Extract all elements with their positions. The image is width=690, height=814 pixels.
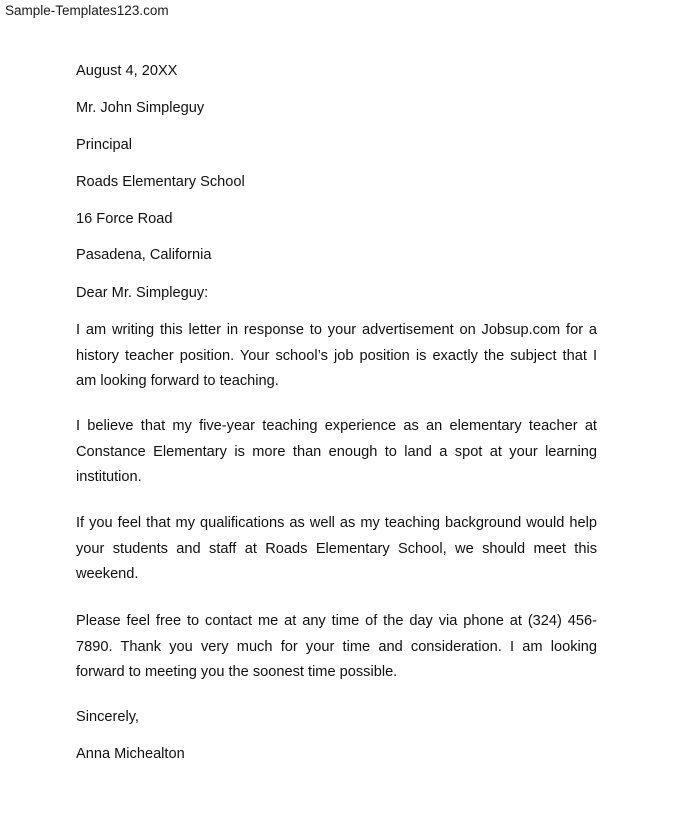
- closing: Sincerely,: [76, 709, 139, 725]
- site-watermark: Sample-Templates123.com: [5, 3, 169, 18]
- recipient-street: 16 Force Road: [76, 211, 173, 227]
- body-paragraph-1: I am writing this letter in response to your advertisement on Jobsup.com for a history teacher position. Your school’s job position is exactly the subject that I am looking forward to teaching.: [76, 322, 597, 389]
- body-paragraph-4: Please feel free to contact me at any time of the day via phone at (324) 456-7890. Thank you very much for your time and consideration. I am looking forward to meeting you the soonest time possible.: [76, 613, 597, 680]
- salutation: Dear Mr. Simpleguy:: [76, 285, 209, 301]
- signature-name: Anna Michealton: [76, 746, 185, 762]
- body-paragraph-3: If you feel that my qualifications as well as my teaching background would help your students and staff at Roads Elementary School, we should meet this weekend.: [76, 515, 597, 582]
- recipient-name: Mr. John Simpleguy: [76, 100, 205, 116]
- recipient-organization: Roads Elementary School: [76, 174, 245, 190]
- recipient-city: Pasadena, California: [76, 247, 212, 263]
- recipient-title: Principal: [76, 137, 132, 153]
- body-paragraph-2: I believe that my five-year teaching experience as an elementary teacher at Constance Elementary is more than enough to land a spot at your learning institution.: [76, 418, 597, 485]
- letter-date: August 4, 20XX: [76, 63, 178, 79]
